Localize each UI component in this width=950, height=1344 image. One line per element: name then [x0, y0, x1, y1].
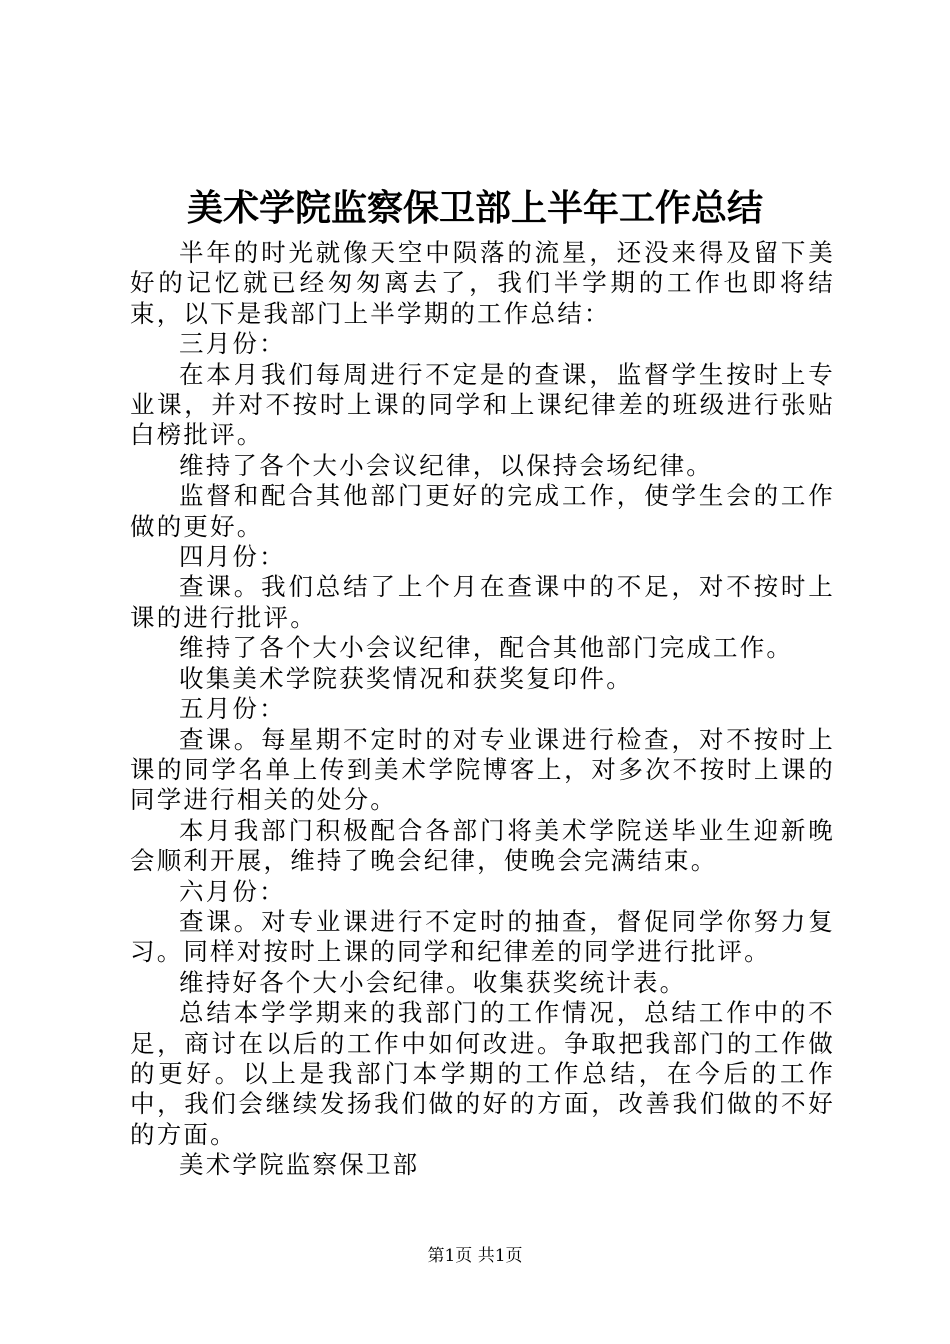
- section-heading-may: 五月份：: [179, 694, 286, 724]
- document-body: [130, 238, 835, 1181]
- document-title: 美术学院监察保卫部上半年工作总结: [186, 187, 763, 229]
- paragraph-april-3: 收集美术学院获奖情况和获奖复印件。: [179, 663, 633, 693]
- paragraph-march-1: 在本月我们每周进行不定是的查课，监督学生按时上专业课，并对不按时上课的同学和上课纪律差的班级进行张贴白榜批评。: [130, 359, 835, 450]
- paragraph-may-1: 查课。每星期不定时的对专业课进行检查，对不按时上课的同学名单上传到美术学院博客上，对多次不按时上课的同学进行相关的处分。: [130, 724, 835, 815]
- paragraph-march-2: 维持了各个大小会议纪律，以保持会场纪律。: [179, 450, 713, 480]
- paragraph-april-2: 维持了各个大小会议纪律，配合其他部门完成工作。: [179, 633, 794, 663]
- section-heading-june: 六月份：: [179, 876, 286, 906]
- signature-department: 美术学院监察保卫部: [179, 1150, 420, 1180]
- page-footer: 第1页 共1页: [427, 1246, 523, 1266]
- paragraph-may-2: 本月我部门积极配合各部门将美术学院送毕业生迎新晚会顺利开展，维持了晚会纪律，使晚会完满结束。: [130, 815, 835, 876]
- paragraph-april-1: 查课。我们总结了上个月在查课中的不足，对不按时上课的进行批评。: [130, 572, 835, 632]
- section-heading-march: 三月份：: [179, 329, 286, 359]
- section-heading-april: 四月份：: [179, 542, 286, 572]
- paragraph-june-1: 查课。对专业课进行不定时的抽查，督促同学你努力复习。同样对按时上课的同学和纪律差的同学进行批评。: [130, 906, 835, 967]
- paragraph-summary: 总结本学学期来的我部门的工作情况，总结工作中的不足，商讨在以后的工作中如何改进。争取把我部门的工作做的更好。以上是我部门本学期的工作总结，在今后的工作中，我们会继续发扬我们做的好的方面，改善我们做的不好的方面。: [130, 998, 835, 1149]
- paragraph-march-3: 监督和配合其他部门更好的完成工作，使学生会的工作做的更好。: [130, 481, 835, 541]
- paragraph-june-2: 维持好各个大小会纪律。收集获奖统计表。: [179, 967, 687, 997]
- paragraph-intro: 半年的时光就像天空中陨落的流星，还没来得及留下美好的记忆就已经匆匆离去了，我们半学期的工作也即将结束，以下是我部门上半学期的工作总结：: [130, 238, 835, 328]
